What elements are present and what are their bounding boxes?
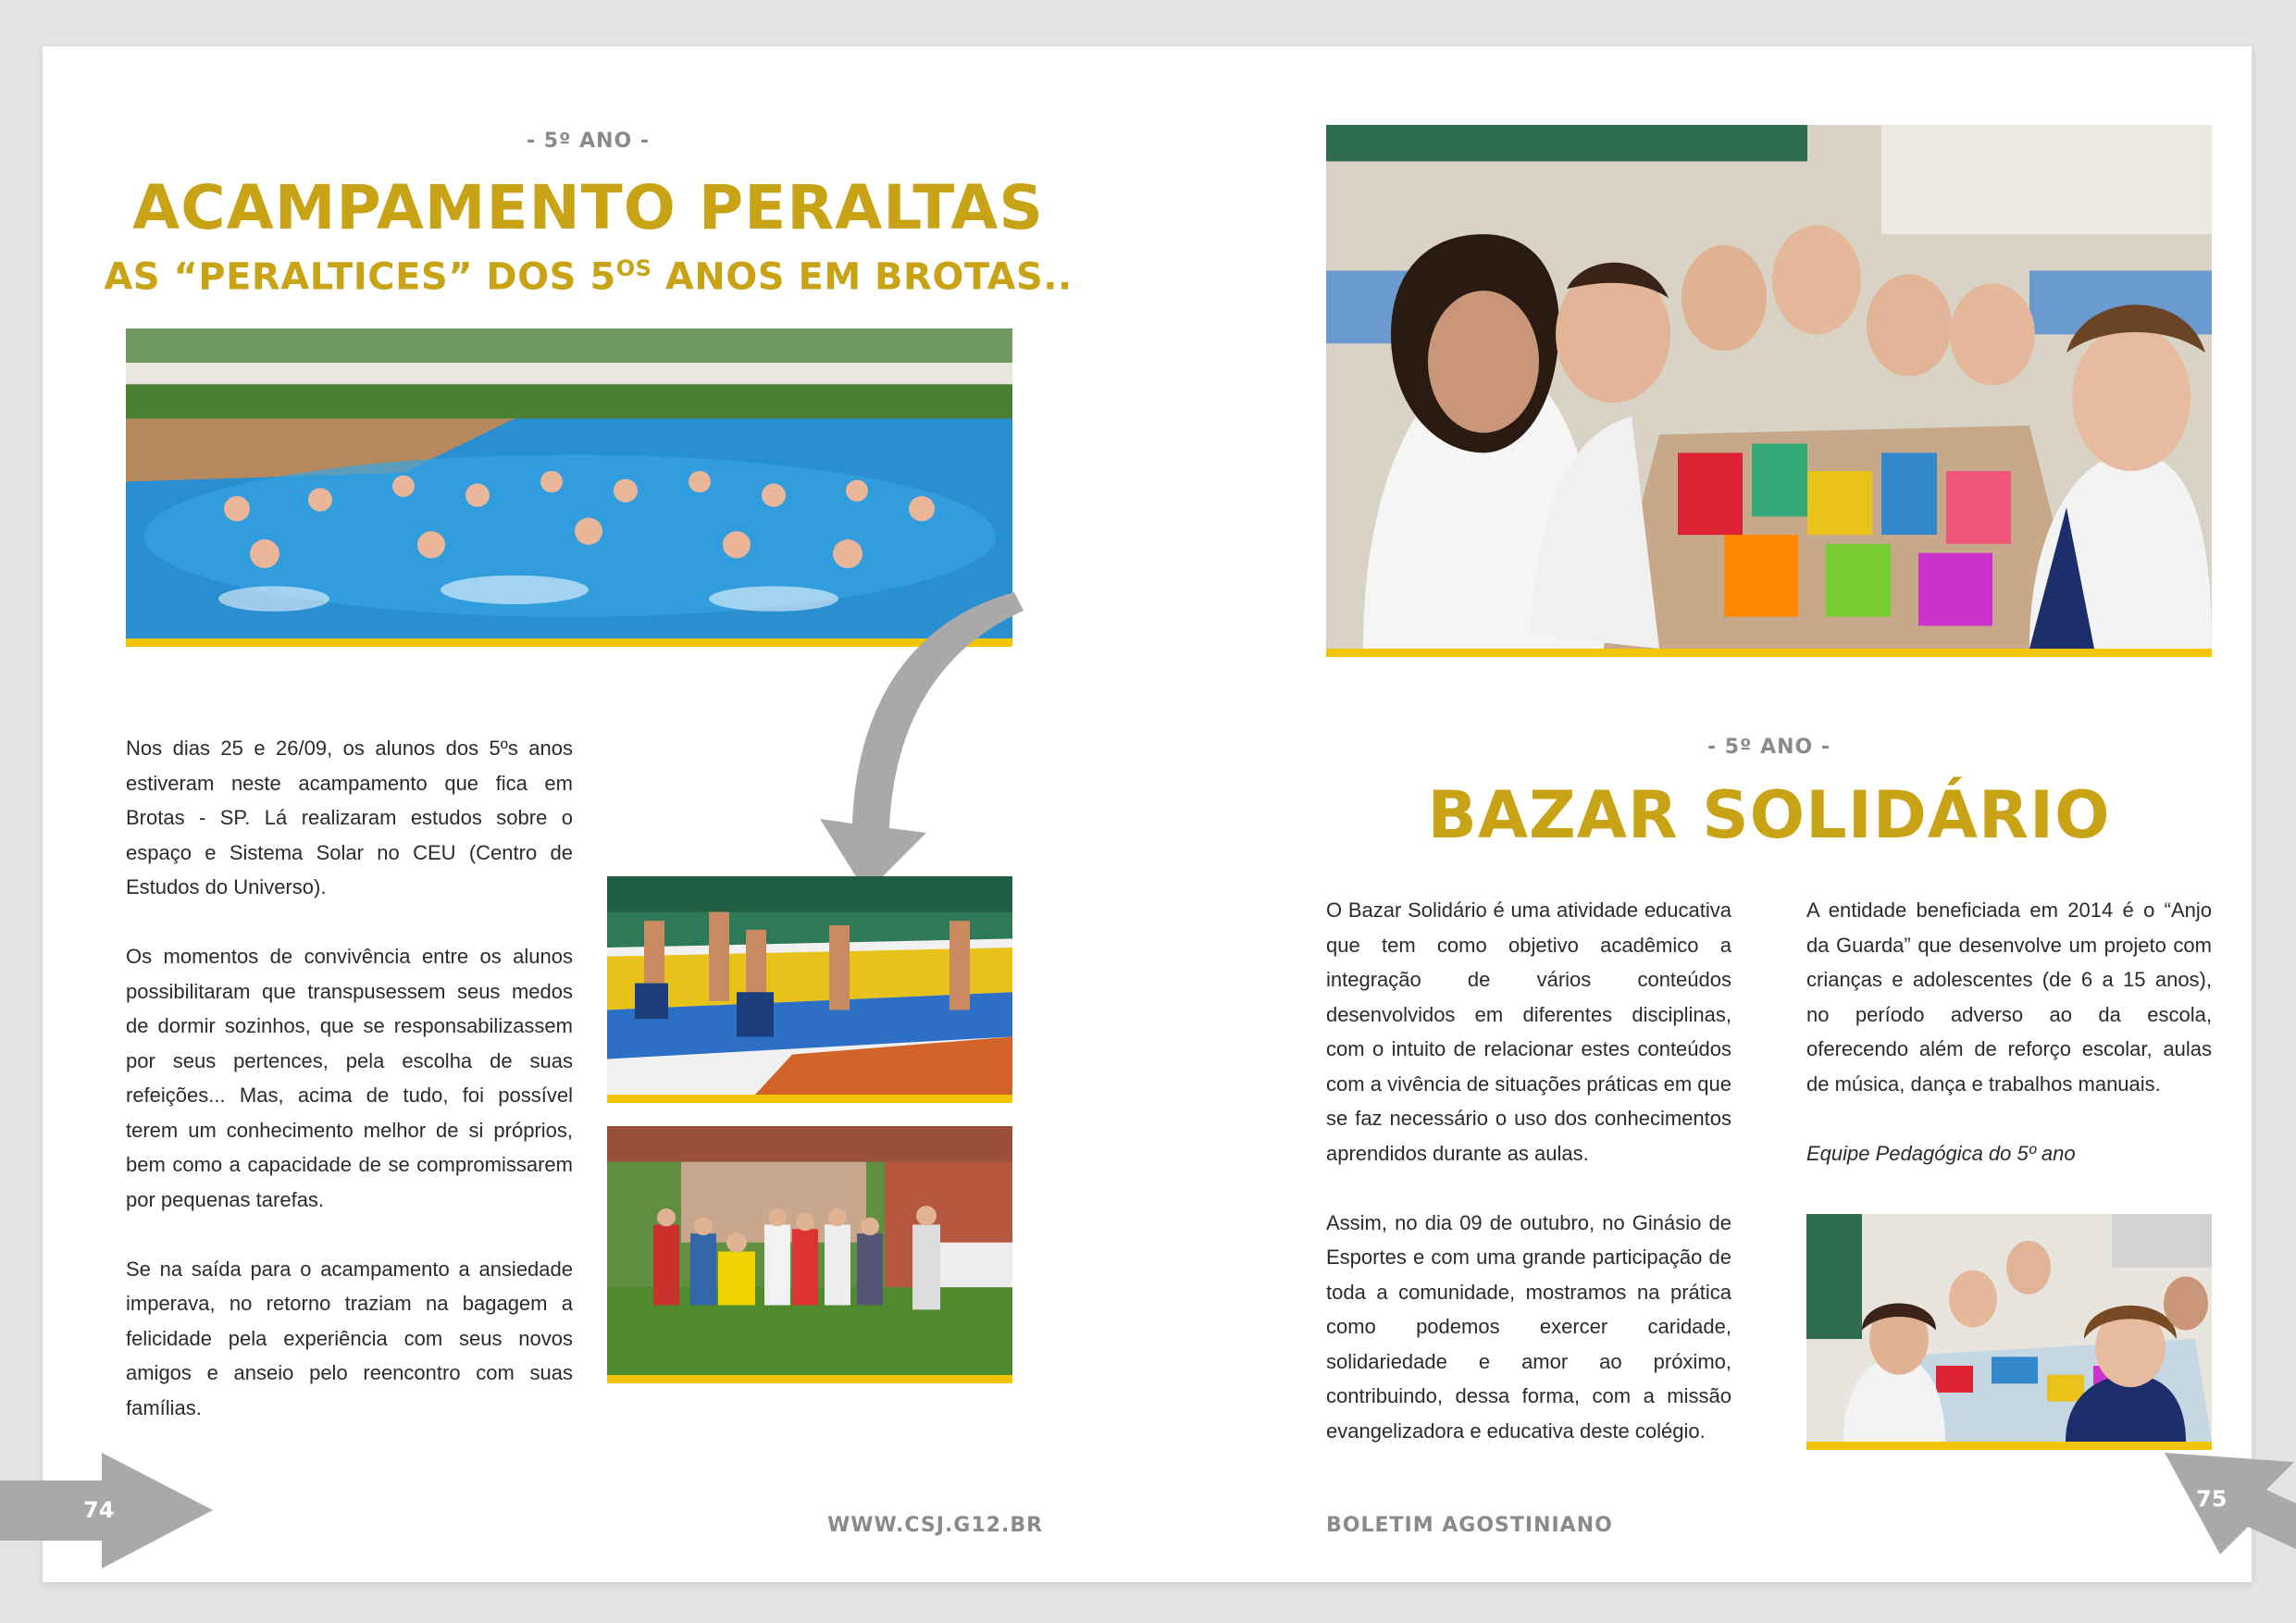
paragraph: Se na saída para o acampamento a ansiedade imperava, no retorno traziam na bagagem a felicidade pela experiência com seus novos amigos e anseio pelo reencontro com suas famílias. (126, 1257, 573, 1419)
subtitle-text-post: ANOS EM BROTAS.. (652, 255, 1073, 299)
inflatable-slide-photo (607, 876, 1012, 1103)
article-signature: Equipe Pedagógica do 5º ano (1806, 1141, 2076, 1165)
paragraph: A entidade beneficiada em 2014 é o “Anjo da Guarda” que desenvolve um projeto com crianças e adolescentes (de 6 a 15 anos), no período adverso ao da escola, oferecendo além de reforço escolar, aulas de música, dança e trabalhos manuais. (1806, 898, 2212, 1096)
right-article-column-1 (1326, 893, 1731, 1448)
footer-url: WWW.CSJ.G12.BR (827, 1514, 1044, 1537)
bazaar-girls-photo (1806, 1214, 2212, 1450)
left-page (43, 46, 1147, 1582)
paragraph: O Bazar Solidário é uma atividade educativa que tem como objetivo acadêmico a integração de vários conteúdos desenvolvidos em diferentes disciplinas, com o intuito de relacionar estes conteúdos com a vivência de situações práticas em que se faz necessário o uso dos conhecimentos aprendidos durante as aulas. (1326, 898, 1731, 1165)
paragraph: Assim, no dia 09 de outubro, no Ginásio de Esportes e com uma grande participação de toda a comunidade, mostramos na prática como podemos exercer caridade, solidariedade e amor ao próximo, contribuindo, dessa forma, com a missão evangelizadora e educativa deste colégio. (1326, 1210, 1731, 1443)
page-title: ACAMPAMENTO PERALTAS (132, 172, 1044, 243)
curved-arrow-down-icon (764, 592, 1033, 898)
bazaar-classroom-photo (1326, 125, 2212, 657)
page-title: BAZAR SOLIDÁRIO (1427, 777, 2111, 853)
page-subtitle (43, 255, 1134, 298)
subtitle-superscript: OS (615, 255, 652, 281)
footer-title: BOLETIM AGOSTINIANO (1326, 1514, 1613, 1537)
paragraph: Nos dias 25 e 26/09, os alunos dos 5ºs anos estiveram neste acampamento que fica em Brotas - SP. Lá realizaram estudos sobre o espaço e Sistema Solar no CEU (Centro de Estudos do Universo). (126, 737, 573, 898)
section-kicker: - 5º ANO - (1706, 736, 1831, 759)
left-article-body (126, 731, 573, 1425)
paragraph: Os momentos de convivência entre os alunos possibilitaram que transpusessem seus medos de dormir sozinhos, que se responsabilizassem por seus pertences, pela escolha de suas refeições... Mas, acima de tudo, foi possível terem um conhecimento melhor de si próprios, bem como a capacidade de se compromissarem por pequenas tarefas. (126, 945, 573, 1211)
right-page (1147, 46, 2252, 1582)
page-number: 74 (83, 1497, 115, 1523)
arrow-up-left-icon (2165, 1453, 2296, 1582)
magazine-spread (43, 46, 2252, 1582)
section-kicker: - 5º ANO - (526, 130, 651, 153)
group-photo (607, 1126, 1012, 1383)
page-number: 75 (2196, 1486, 2228, 1512)
subtitle-text-pre: AS “PERALTICES” DOS 5 (104, 255, 616, 299)
right-article-column-2 (1806, 893, 2212, 1171)
